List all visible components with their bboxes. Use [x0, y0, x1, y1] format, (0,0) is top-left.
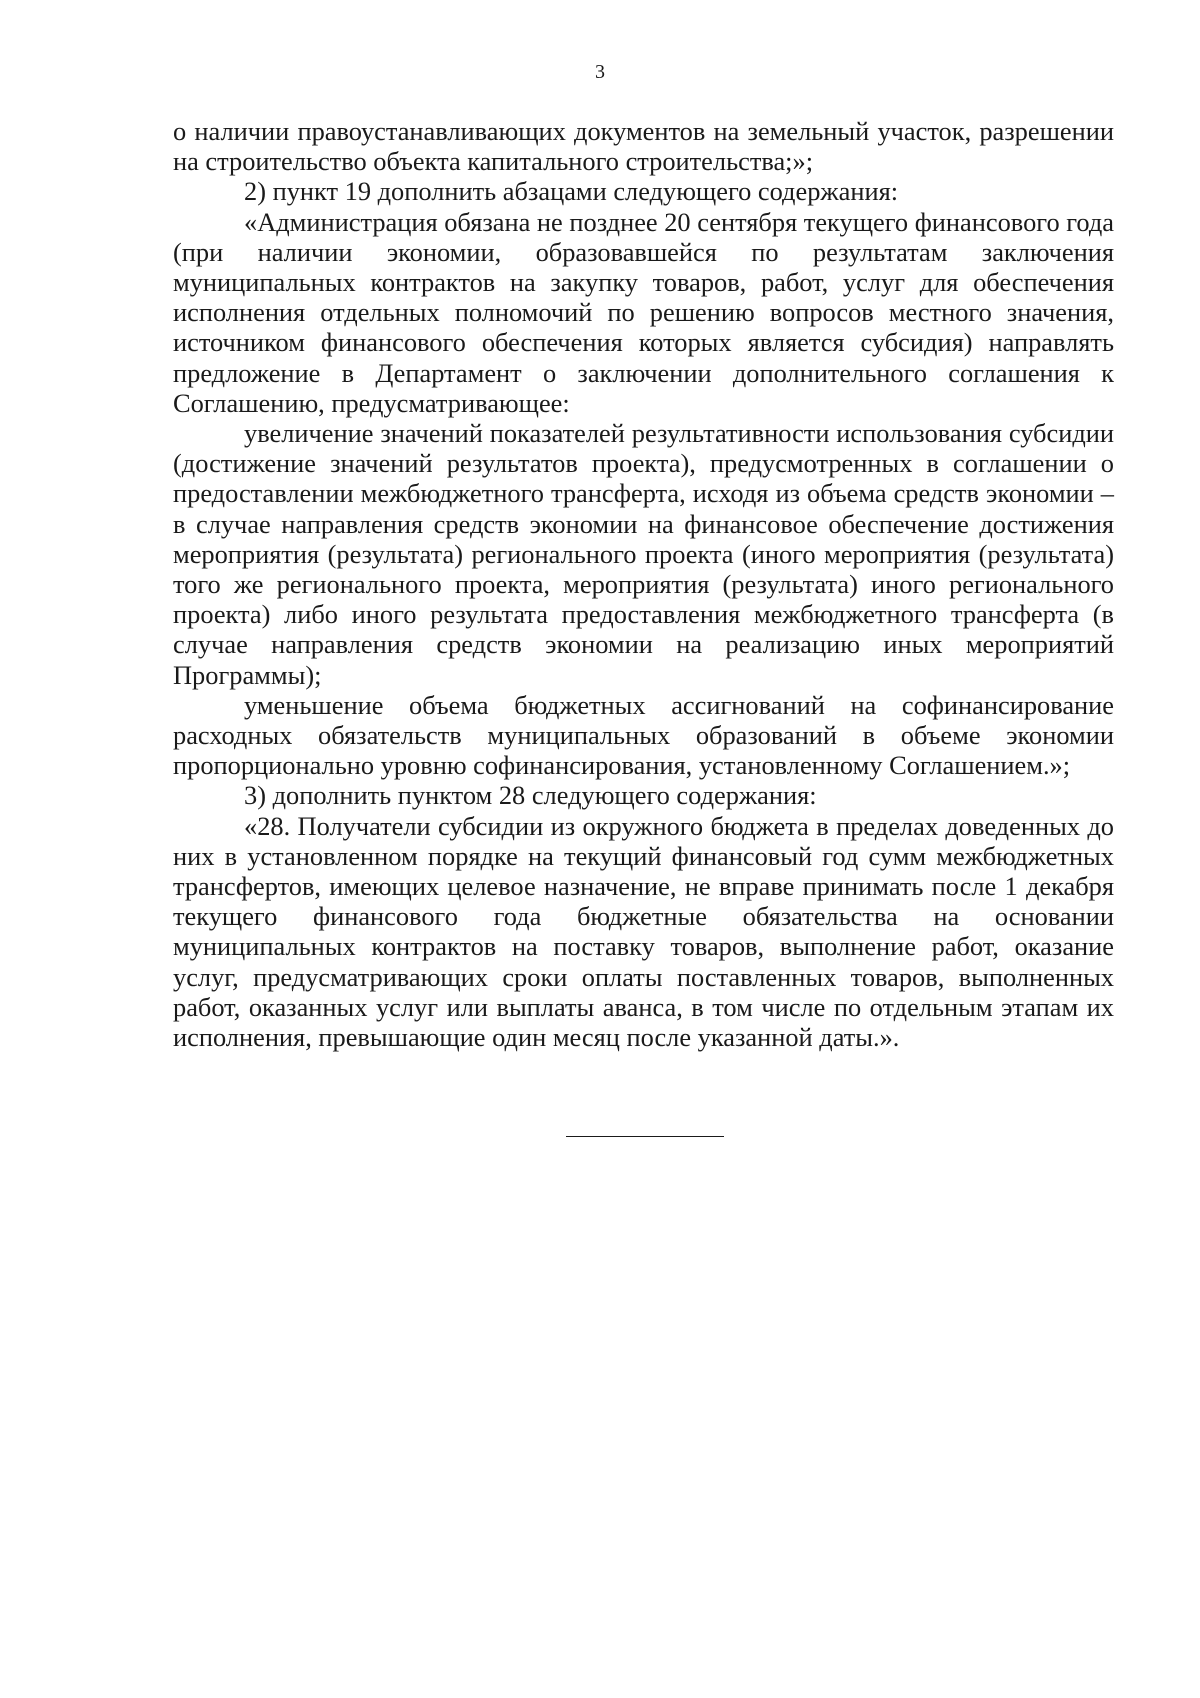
paragraph-item-2: 2) пункт 19 дополнить абзацами следующего содержания: [244, 176, 899, 207]
paragraph-decrease-allocations: уменьшение объема бюджетных ассигнований на софинансирование расходных обязательств муниципальных образований в объеме экономии пропорционально уровню софинансирования, установленному Соглашением.»; [173, 689, 1114, 781]
paragraph-continuation: о наличии правоустанавливающих документов на земельный участок, разрешении на строительство объекта капитального строительства;»; [173, 116, 1114, 177]
document-body [173, 116, 1114, 1052]
page-number: 3 [595, 61, 605, 83]
paragraph-item-28: «28. Получатели субсидии из окружного бюджета в пределах доведенных до них в установленном порядке на текущий финансовый год сумм межбюджетных трансфертов, имеющих целевое назначение, не вправе принимать после 1 декабря текущего финансового года бюджетные обязательства на основании муниципальных контрактов на поставку товаров, выполнение работ, оказание услуг, предусматривающих сроки оплаты поставленных товаров, выполненных работ, оказанных услуг или выплаты аванса, в том числе по отдельным этапам их исполнения, превышающие один месяц после указанной даты.». [173, 810, 1114, 1053]
paragraph-item-3: 3) дополнить пунктом 28 следующего содержания: [244, 780, 817, 811]
paragraph-administration-duty: «Администрация обязана не позднее 20 сентября текущего финансового года (при наличии экономии, образовавшейся по результатам заключения муниципальных контрактов на закупку товаров, работ, услуг для обеспечения исполнения отдельных полномочий по решению вопросов местного значения, источником финансового обеспечения которых является субсидия) направлять предложение в Департамент о заключении дополнительного соглашения к Соглашению, предусматривающее: [173, 206, 1114, 418]
paragraph-increase-indicators: увеличение значений показателей результативности использования субсидии (достижение значений результатов проекта), предусмотренных в соглашении о предоставлении межбюджетного трансферта, исходя из объема средств экономии – в случае направления средств экономии на финансовое обеспечение достижения мероприятия (результата) регионального проекта (иного мероприятия (результата) того же регионального проекта, мероприятия (результата) иного регионального проекта) либо иного результата предоставления межбюджетного трансферта (в случае направления средств экономии на реализацию иных мероприятий Программы); [173, 418, 1114, 690]
end-of-document-rule [566, 1136, 724, 1137]
